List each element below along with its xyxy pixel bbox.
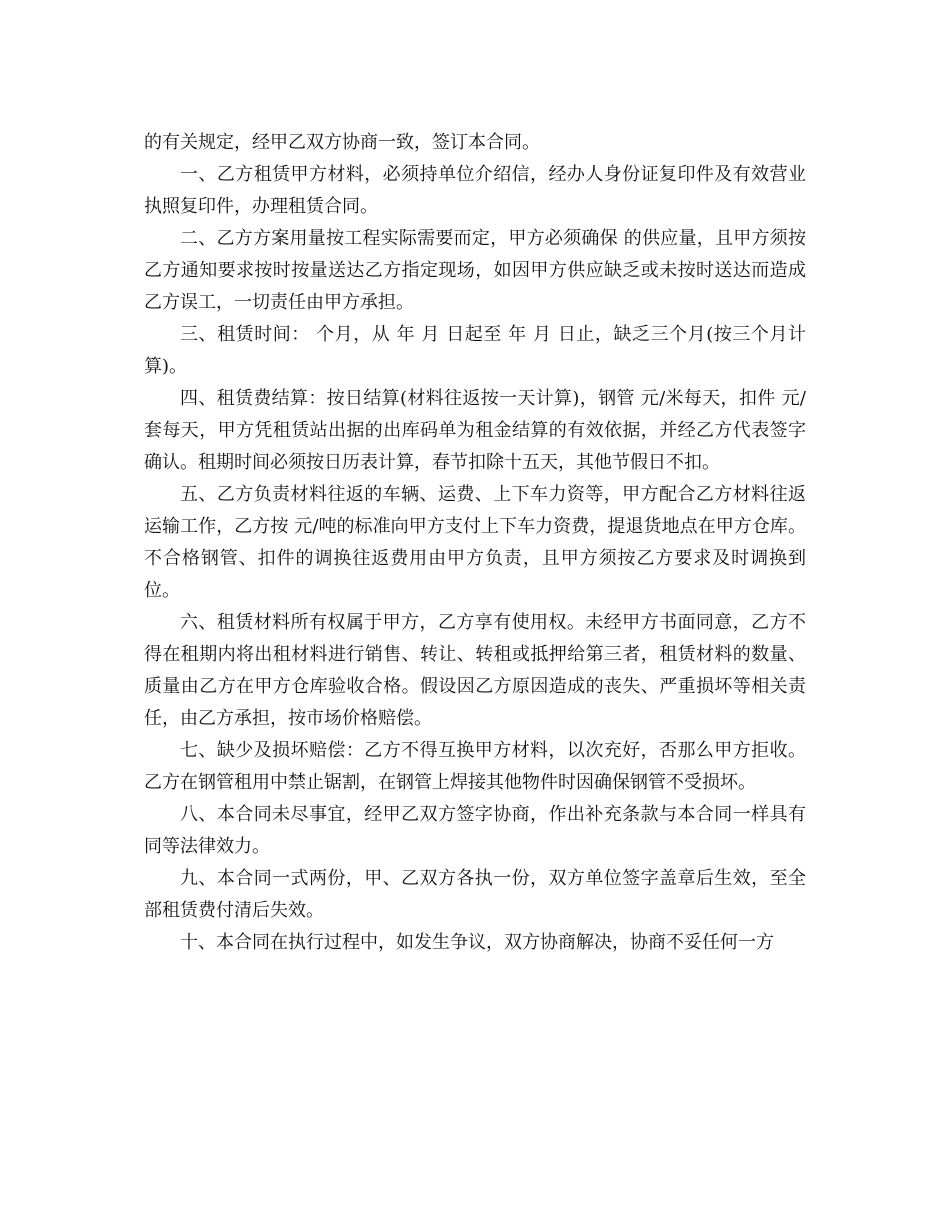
clause-6: 六、租赁材料所有权属于甲方，乙方享有使用权。未经甲方书面同意，乙方不得在租期内将出租材料进行销售、转让、转租或抵押给第三者，租赁材料的数量、质量由乙方在甲方仓库验收合格。假设因乙方原因造成的丧失、严重损坏等相关责任，由乙方承担，按市场价格赔偿。 <box>144 612 806 729</box>
clause-7: 七、缺少及损坏赔偿：乙方不得互换甲方材料，以次充好，否那么甲方拒收。乙方在钢管租用中禁止锯割，在钢管上焊接其他物件时因确保钢管不受损坏。 <box>144 740 806 793</box>
clause-8: 八、本合同未尽事宜，经甲乙双方签字协商，作出补充条款与本合同一样具有同等法律效力。 <box>144 804 806 857</box>
clause-1: 一、乙方租赁甲方材料，必须持单位介绍信，经办人身份证复印件及有效营业执照复印件，办理租赁合同。 <box>144 164 806 217</box>
clause-2: 二、乙方方案用量按工程实际需要而定，甲方必须确保 的供应量，且甲方须按乙方通知要求按时按量送达乙方指定现场，如因甲方供应缺乏或未按时送达而造成乙方误工，一切责任由甲方承担。 <box>144 228 806 313</box>
paragraph-intro-continuation: 的有关规定，经甲乙双方协商一致，签订本合同。 <box>144 132 540 153</box>
document-body <box>144 127 806 959</box>
clause-3: 三、租赁时间： 个月，从 年 月 日起至 年 月 日止，缺乏三个月(按三个月计算)。 <box>144 324 806 377</box>
clause-4: 四、租赁费结算：按日结算(材料往返按一天计算)，钢管 元/米每天，扣件 元/套每天，甲方凭租赁站出据的出库码单为租金结算的有效依据，并经乙方代表签字确认。租期时间必须按日历表计算，春节扣除十五天，其他节假日不扣。 <box>144 388 806 473</box>
clause-5: 五、乙方负责材料往返的车辆、运费、上下车力资等，甲方配合乙方材料往返运输工作，乙方按 元/吨的标准向甲方支付上下车力资费，提退货地点在甲方仓库。不合格钢管、扣件的调换往返费用由甲方负责，且甲方须按乙方要求及时调换到位。 <box>144 484 806 601</box>
clause-10: 十、本合同在执行过程中，如发生争议，双方协商解决，协商不妥任何一方 <box>180 932 774 953</box>
clause-9: 九、本合同一式两份，甲、乙双方各执一份，双方单位签字盖章后生效，至全部租赁费付清后失效。 <box>144 868 806 921</box>
